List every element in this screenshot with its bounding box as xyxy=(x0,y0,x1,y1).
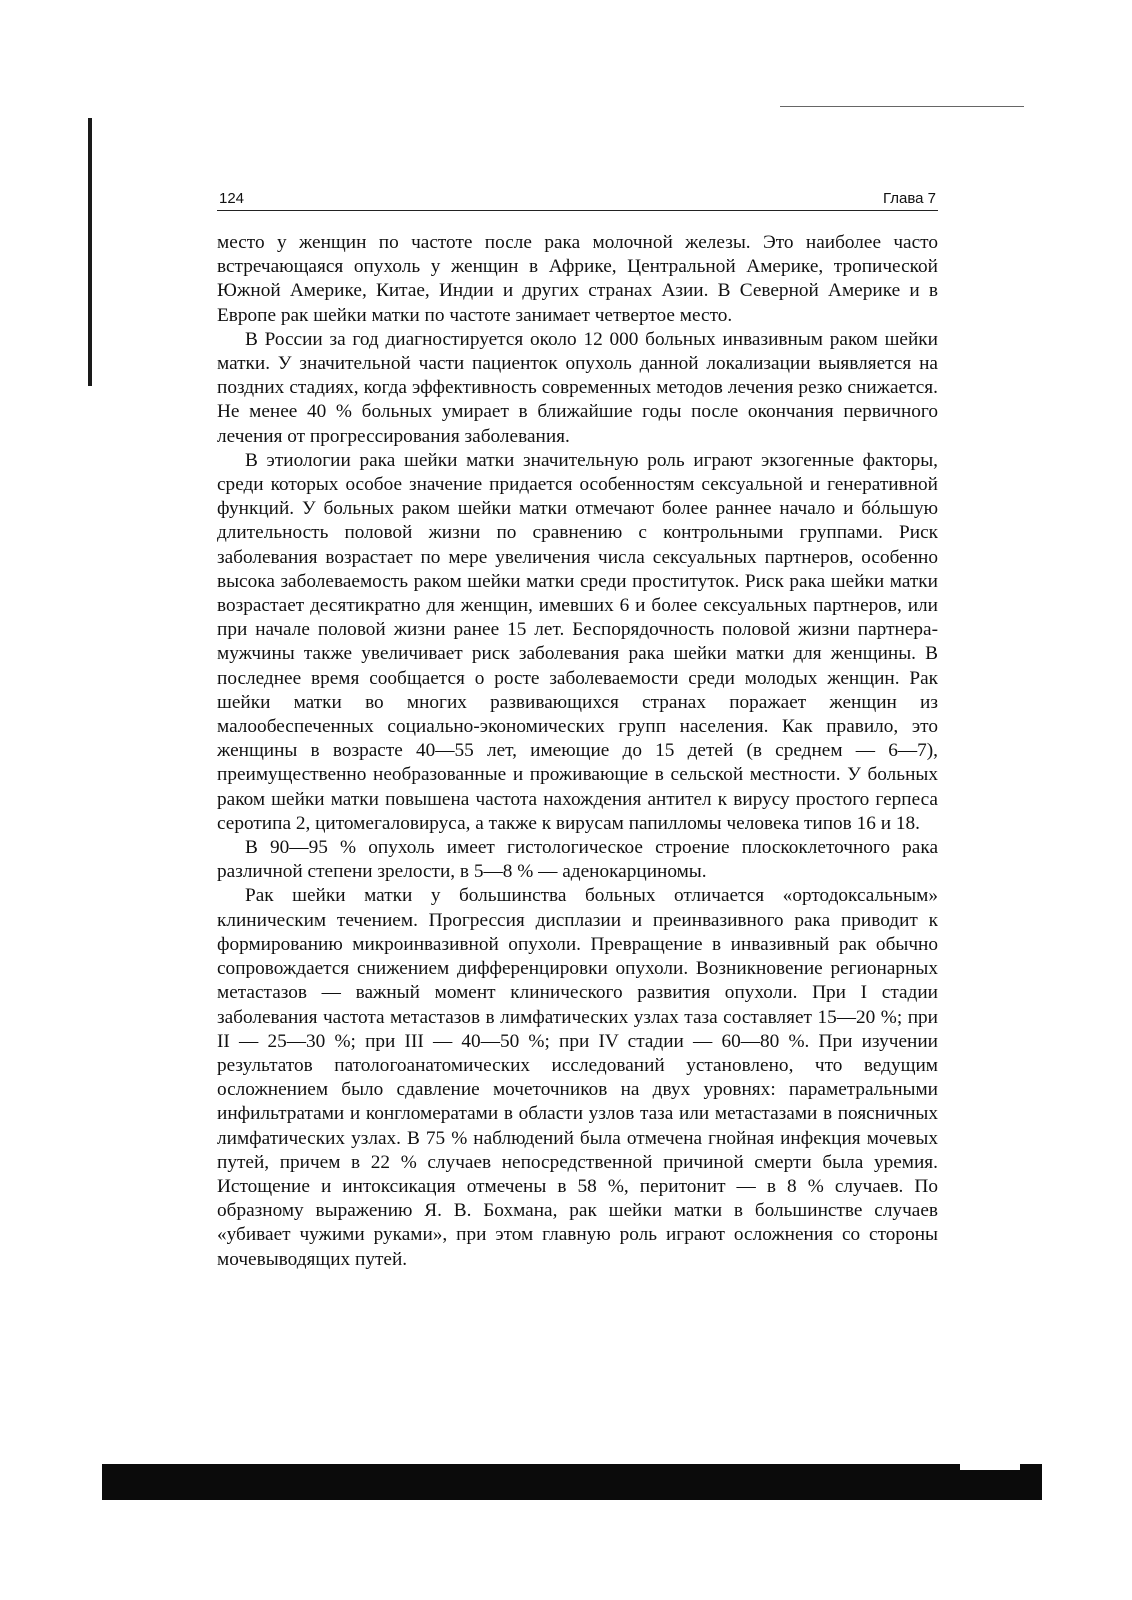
page-number: 124 xyxy=(219,190,245,207)
chapter-title: Глава 7 xyxy=(882,190,936,207)
page-header xyxy=(217,188,938,211)
body-text xyxy=(217,231,938,1272)
scan-edge-mark xyxy=(88,118,92,386)
paragraph: место у женщин по частоте после рака молочной железы. Это наиболее часто встречающаяся опухоль у женщин в Африке, Центральной Америке, тропической Южной Америке, Китае, Индии и других странах Азии. В Северной Америке и в Европе рак шейки матки по частоте занимает четвертое место. xyxy=(217,232,938,326)
scan-top-line xyxy=(780,106,1024,107)
scan-bottom-notch xyxy=(960,1460,1020,1470)
paragraph: В 90—95 % опухоль имеет гистологическое строение плоскоклеточного рака различной степени зрелости, в 5—8 % — аденокарциномы. xyxy=(217,837,938,883)
paragraph: В России за год диагностируется около 12 000 больных инвазивным раком шейки матки. У значительной части пациенток опухоль данной локализации выявляется на поздних стадиях, когда эффективность современных методов лечения резко снижается. Не менее 40 % больных умирает в ближайшие годы после окончания первичного лечения от прогрессирования заболевания. xyxy=(217,328,938,447)
paragraph: Рак шейки матки у большинства больных отличается «ортодоксальным» клиническим течением. Прогрессия дисплазии и преинвазивного рака приводит к формированию микроинвазивной опухоли. Превращение в инвазивный рак обычно сопровождается снижением дифференцировки опухоли. Возникновение регионарных метастазов — важный момент клинического развития опухоли. При I стадии заболевания частота метастазов в лимфатических узлах таза составляет 15—20 %; при II — 25—30 %; при III — 40—50 %; при IV стадии — 60—80 %. При изучении результатов патологоанатомических исследований установлено, что ведущим осложнением было сдавление мочеточников на двух уровнях: параметральными инфильтратами и конгломератами в области узлов таза или метастазами в поясничных лимфатических узлах. В 75 % наблюдений была отмечена гнойная инфекция мочевых путей, причем в 22 % случаев непосредственной причиной смерти была уремия. Истощение и интоксикация отмечены в 58 %, перитонит — в 8 % случаев. По образному выражению Я. В. Бохмана, рак шейки матки в большинстве случаев «убивает чужими руками», при этом главную роль играют осложнения со стороны мочевыводящих путей. xyxy=(217,885,938,1270)
scan-bottom-bar xyxy=(102,1464,1042,1500)
paragraph: В этиологии рака шейки матки значительную роль играют экзогенные факторы, среди которых особое значение придается особенностям сексуальной и генеративной функций. У больных раком шейки матки отмечают более раннее начало и бóльшую длительность половой жизни по сравнению с контрольными группами. Риск заболевания возрастает по мере увеличения числа сексуальных партнеров, особенно высока заболеваемость раком шейки матки среди проституток. Риск рака шейки матки возрастает десятикратно для женщин, имевших 6 и более сексуальных партнеров, или при начале половой жизни ранее 15 лет. Беспорядочность половой жизни партнера-мужчины также увеличивает риск заболевания рака шейки матки для женщины. В последнее время сообщается о росте заболеваемости среди молодых женщин. Рак шейки матки во многих развивающихся странах поражает женщин из малообеспеченных социально-экономических групп населения. Как правило, это женщины в возрасте 40—55 лет, имеющие до 15 детей (в среднем — 6—7), преимущественно необразованные и проживающие в сельской местности. У больных раком шейки матки повышена частота нахождения антител к вирусу простого герпеса серотипа 2, цитомегаловируса, а также к вирусам папилломы человека типов 16 и 18. xyxy=(217,449,938,834)
